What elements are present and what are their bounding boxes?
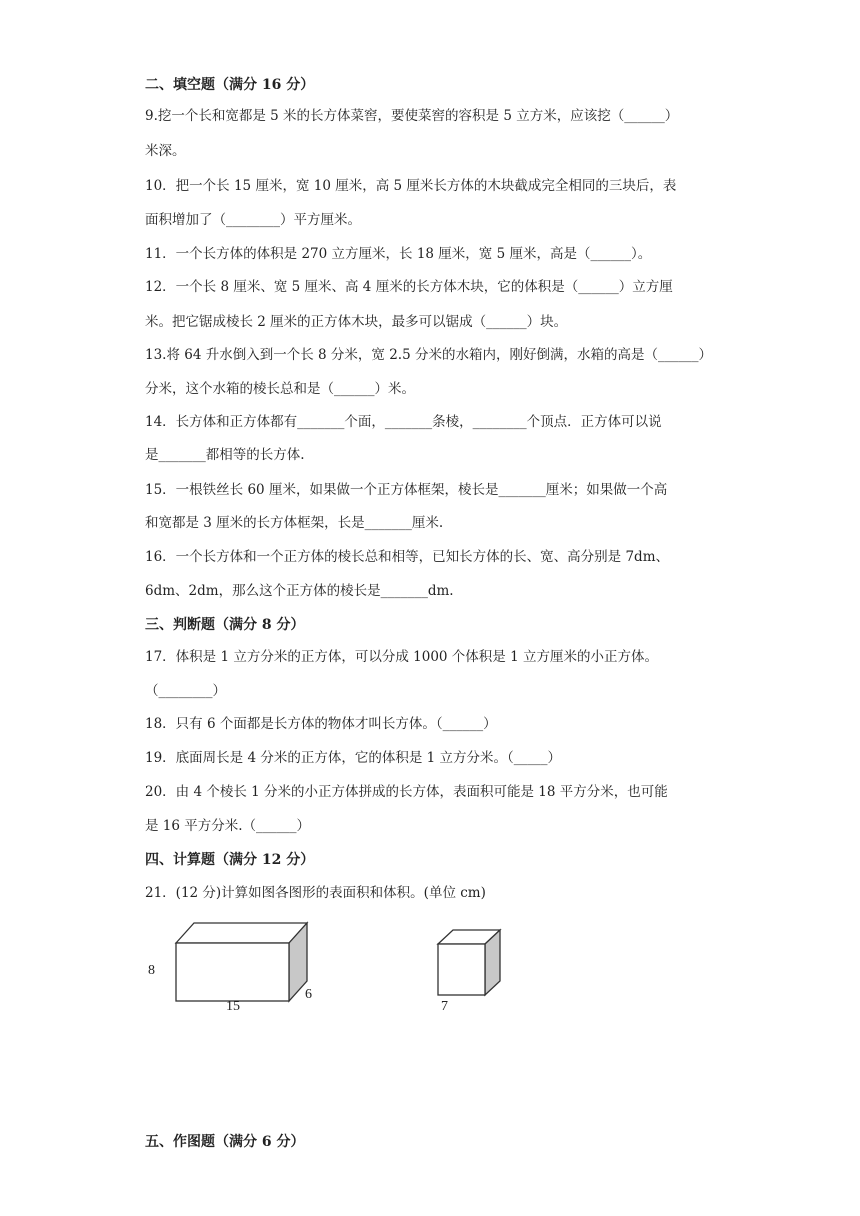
question-19: 19．底面周长是 4 分米的正方体，它的体积是 1 立方分米。（_____）	[145, 750, 562, 766]
cube-figure	[430, 925, 520, 1025]
question-16-line-1: 16．一个长方体和一个正方体的棱长总和相等，已知长方体的长、宽、高分别是 7dm、	[145, 549, 670, 565]
section-heading-drawing: 五、作图题（满分 6 分）	[145, 1134, 305, 1150]
question-20-line-1: 20．由 4 个棱长 1 分米的小正方体拼成的长方体，表面积可能是 18 平方分米，也可能	[145, 784, 668, 800]
question-17-line-1: 17．体积是 1 立方分米的正方体，可以分成 1000 个体积是 1 立方厘米的小正方体。	[145, 649, 658, 665]
question-12-line-2: 米。把它锯成棱长 2 厘米的正方体木块，最多可以锯成（______）块。	[145, 314, 568, 330]
question-21: 21．(12 分)计算如图各图形的表面积和体积。(单位 cm)	[145, 885, 486, 901]
cube-drawing	[430, 925, 520, 1005]
question-16-line-2: 6dm、2dm，那么这个正方体的棱长是_______dm.	[145, 583, 454, 599]
cuboid-figure	[140, 918, 340, 1028]
section-heading-fill-blank: 二、填空题（满分 16 分）	[145, 77, 315, 93]
question-18: 18．只有 6 个面都是长方体的物体才叫长方体。（______）	[145, 716, 497, 732]
question-17-line-2: （________）	[145, 683, 226, 699]
question-14-line-2: 是_______都相等的长方体.	[145, 447, 305, 463]
cuboid-length-label: 15	[226, 999, 240, 1014]
question-12-line-1: 12．一个长 8 厘米、宽 5 厘米、高 4 厘米的长方体木块，它的体积是（______）立方厘	[145, 279, 673, 295]
question-11: 11．一个长方体的体积是 270 立方厘米，长 18 厘米，宽 5 厘米，高是（______）。	[145, 246, 652, 262]
cube-front-face	[438, 944, 485, 995]
question-9-line-1: 9.挖一个长和宽都是 5 米的长方体菜窖，要使菜窖的容积是 5 立方米，应该挖（______）	[145, 108, 679, 124]
question-15-line-2: 和宽都是 3 厘米的长方体框架，长是_______厘米.	[145, 515, 444, 531]
cube-edge-label: 7	[441, 999, 448, 1014]
cuboid-top-face	[176, 923, 307, 943]
question-10-line-2: 面积增加了（________）平方厘米。	[145, 212, 361, 228]
question-9-line-2: 米深。	[145, 143, 186, 159]
question-13-line-1: 13.将 64 升水倒入到一个长 8 分米，宽 2.5 分米的水箱内，刚好倒满，水箱的高是（______）	[145, 347, 712, 363]
cuboid-front-face	[176, 943, 289, 1001]
section-heading-true-false: 三、判断题（满分 8 分）	[145, 617, 305, 633]
question-14-line-1: 14．长方体和正方体都有_______个面，_______条棱，________个顶点．正方体可以说	[145, 414, 662, 430]
cuboid-drawing	[140, 918, 340, 1028]
question-10-line-1: 10．把一个长 15 厘米，宽 10 厘米，高 5 厘米长方体的木块截成完全相同的三块后，表	[145, 178, 677, 194]
cuboid-height-label: 8	[148, 963, 155, 978]
question-13-line-2: 分米，这个水箱的棱长总和是（______）米。	[145, 381, 415, 397]
section-heading-calculation: 四、计算题（满分 12 分）	[145, 852, 315, 868]
question-20-line-2: 是 16 平方分米.（______）	[145, 818, 311, 834]
question-15-line-1: 15．一根铁丝长 60 厘米，如果做一个正方体框架，棱长是_______厘米；如果做一个高	[145, 482, 668, 498]
cuboid-width-label: 6	[305, 987, 312, 1002]
